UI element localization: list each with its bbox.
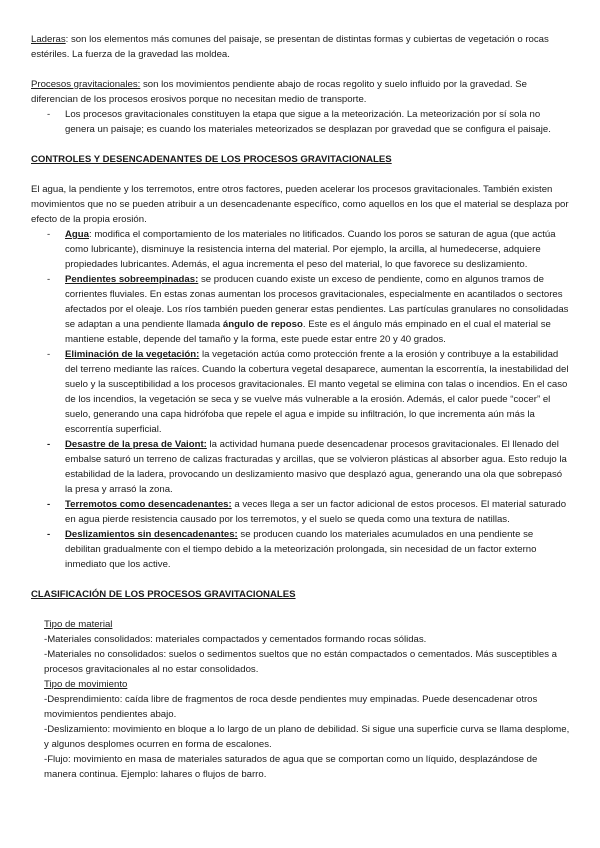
material-item: -Materiales no consolidados: suelos o sedimentos sueltos que no están compactados o cementados. Más susceptibles a procesos gravitacionales al no estar consolidados.: [44, 649, 558, 675]
list-item: [31, 437, 571, 497]
item-text: a veces llega a ser un factor adicional de estos procesos. El material saturado en agua pierde resistencia causado por los terremotos, y el suelo se queda como una textura de natillas.: [65, 499, 567, 525]
item-term: Terremotos como desencadenantes:: [65, 499, 232, 510]
procesos-term: Procesos gravitacionales:: [31, 79, 141, 90]
list-item: [31, 347, 571, 437]
laderas-text: : son los elementos más comunes del paisaje, se presentan de distintas formas y cubiertas de vegetación o rocas estériles. La fuerza de la gravedad las moldea.: [31, 34, 549, 60]
material-item: -Materiales consolidados: materiales compactados y cementados formando rocas sólidas.: [44, 634, 427, 645]
document-page: [31, 32, 571, 782]
movimiento-item: -Flujo: movimiento en masa de materiales saturados de agua que se comportan como un líquido, desplazándose de manera continua. Ejemplo: lahares o flujos de barro.: [44, 754, 538, 780]
controles-intro: El agua, la pendiente y los terremotos, entre otros factores, pueden acelerar los procesos gravitacionales. También existen movimientos que no se pueden atribuir a un desencadenante específico, como aquellos en los que el material se desplaza por efecto de la propia erosión.: [31, 184, 569, 225]
item-text: se producen cuando existe un exceso de pendiente, como en algunos tramos de corrientes fluviales. En estas zonas aumentan los procesos gravitacionales, especialmente en acantilados o sectores afectados por el oleaje. Los ríos también pueden generar estas pendientes. Las partículas granulares no consolidadas se adaptan a una pendiente llamada: [65, 274, 569, 330]
item-term: Eliminación de la vegetación:: [65, 349, 200, 360]
item-text-2: . Este es el ángulo más empinado en el cual el material se mantiene estable, depende del tamaño y la forma, este puede estar entre 20 y 40 grados.: [65, 319, 551, 345]
controles-list: [31, 227, 571, 572]
list-item: [31, 497, 571, 527]
item-text: la actividad humana puede desencadenar procesos gravitacionales. El llenado del embalse saturó un terreno de calizas fracturadas y arcillas, que se volvieron plásticas al absorber agua. Esto redujo la estabilidad de la ladera, provocando un deslizamiento masivo que desplazó agua, generando una ola que sobrepasó la presa y arrasó la zona.: [65, 439, 567, 495]
procesos-paragraph: [31, 77, 571, 107]
list-item: [31, 227, 571, 272]
list-item: [31, 527, 571, 572]
list-item: [31, 272, 571, 347]
item-term: Pendientes sobreempinadas:: [65, 274, 199, 285]
laderas-term: Laderas: [31, 34, 66, 45]
clasificacion-body: [31, 617, 571, 782]
procesos-bullet: - Los procesos gravitacionales constituyen la etapa que sigue a la meteorización. La meteorización por sí sola no genera un paisaje; es cuando los materiales meteorizados se desplazan por gravedad que se configura el paisaje.: [31, 107, 571, 137]
clasificacion-heading: CLASIFICACIÓN DE LOS PROCESOS GRAVITACIONALES: [31, 589, 296, 600]
movimiento-item: -Desprendimiento: caída libre de fragmentos de roca desde pendientes muy empinadas. Puede desencadenar otros movimientos pendientes abajo.: [44, 694, 538, 720]
item-text: la vegetación actúa como protección frente a la erosión y contribuye a la estabilidad del terreno mediante las raíces. Cuando la cobertura vegetal desaparece, aumentan la escorrentía, la inestabilidad del suelo y la susceptibilidad a los procesos gravitacionales. El manto vegetal se elimina con talas o incendios. En el caso de los incendios, la vegetación se seca y se vuelve más vulnerable a la erosión. Además, el calor puede “cocer” el suelo, generando una capa hidrófoba que repele el agua e impide su infiltración, lo que incrementa aún más la escorrentía superficial.: [65, 349, 569, 435]
laderas-paragraph: [31, 32, 571, 62]
item-term: Deslizamientos sin desencadenantes:: [65, 529, 238, 540]
item-text: se producen cuando los materiales acumulados en una pendiente se debilitan gradualmente con el tiempo debido a la meteorización prolongada, sin necesidad de un factor externo inmediato que los active.: [65, 529, 537, 570]
procesos-list: [31, 107, 571, 137]
controles-heading: CONTROLES Y DESENCADENANTES DE LOS PROCESOS GRAVITACIONALES: [31, 154, 392, 165]
movimiento-title: Tipo de movimiento: [44, 679, 128, 690]
procesos-text: son los movimientos pendiente abajo de rocas regolito y suelo influido por la gravedad. Se diferencian de los procesos erosivos porque no necesitan medio de transporte.: [31, 79, 527, 105]
material-title: Tipo de material: [44, 619, 113, 630]
item-text: : modifica el comportamiento de los materiales no litificados. Cuando los poros se saturan de agua (que actúa como lubricante), disminuye la resistencia interna del material. Por ejemplo, la arcilla, al humedecerse, adquiere propiedades lubricantes. Además, el agua incrementa el peso del material, lo que favorece su deslizamiento.: [65, 229, 556, 270]
item-bold: ángulo de reposo: [222, 319, 303, 330]
item-term: Agua: [65, 229, 89, 240]
movimiento-item: -Deslizamiento: movimiento en bloque a lo largo de un plano de debilidad. Si sigue una superficie curva se llama desplome, y algunos desplomes ocurren en forma de escalones.: [44, 724, 570, 750]
item-term: Desastre de la presa de Vaiont:: [65, 439, 207, 450]
